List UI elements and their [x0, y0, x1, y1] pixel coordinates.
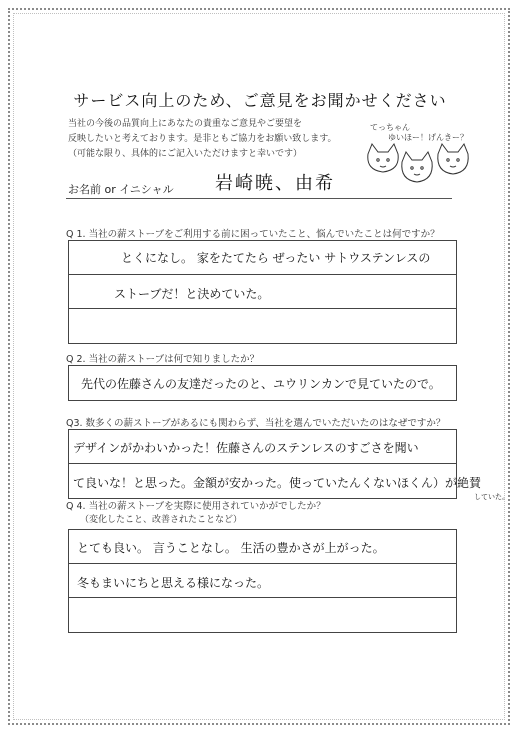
- q3-answer-1: デザインがかわいかった！佐藤さんのステンレスのすごさを聞い: [73, 441, 419, 455]
- q3-answer-box: [68, 429, 482, 499]
- q4-question-sub: （変化したこと、改善されたことなど）: [80, 515, 243, 525]
- q1-answer-box: [68, 240, 457, 344]
- answer-row: [69, 275, 456, 309]
- cat-doodle: [360, 122, 500, 192]
- answer-row: [69, 464, 482, 498]
- q4-answer-1: とても良い。 言うことなし。 生活の豊かさが上がった。: [77, 541, 385, 555]
- answer-row: [69, 366, 456, 400]
- q2-answer-1: 先代の佐藤さんの友達だったのと、ユウリンカンで見ていたので。: [81, 377, 441, 391]
- q3-answer-2: て良いな！と思った。金額が安かった。使っていたんくないほくん）が絶賛: [73, 476, 482, 490]
- answer-row: [69, 309, 456, 343]
- q4-answer-box: [68, 529, 457, 633]
- name-label: お名前 or イニシャル: [68, 183, 174, 196]
- q4-question-text: Q 4. 当社の薪ストーブを実際に使用されていかがでしたか？: [66, 501, 326, 512]
- answer-row: [69, 564, 456, 598]
- q2-question: Q 2. 当社の薪ストーブは何で知りましたか？: [66, 354, 260, 365]
- intro-text: [68, 117, 368, 162]
- name-value: 岩崎暁、由希: [215, 173, 335, 194]
- intro-line: 当社の今後の品質向上にあなたの貴重なご意見やご要望を: [68, 119, 303, 129]
- doodle-text-2: ゆいほー！げんきー？: [388, 133, 468, 142]
- q4-answer-2: 冬もまいにちと思える様になった。: [77, 576, 270, 590]
- answer-row: [69, 430, 456, 464]
- name-underline: [66, 198, 452, 199]
- answer-row: [69, 241, 456, 275]
- answer-row: [69, 530, 456, 564]
- q4-question: [66, 498, 326, 525]
- answer-row: [69, 598, 456, 632]
- doodle-text-1: てっちゃん: [370, 123, 410, 132]
- q1-answer-2: ストーブだ！と決めていた。: [114, 287, 270, 301]
- cat-faces-icon: [360, 122, 500, 192]
- intro-line: （可能な限り、具体的にご記入いただけますと幸いです）: [68, 149, 303, 159]
- page-title: サービス向上のため、ご意見をお聞かせください: [73, 91, 447, 110]
- q1-question: Q 1. 当社の薪ストーブをご利用する前に困っていたこと、悩んでいたことは何ですか？: [66, 229, 440, 240]
- q2-answer-box: [68, 365, 457, 401]
- intro-line: 反映したいと考えております。是非ともご協力をお願い致します。: [68, 134, 337, 144]
- q3-answer-overflow: していた。: [474, 493, 509, 501]
- q1-answer-1: とくになし。 家をたてたら ぜったい サトウステンレスの: [121, 251, 431, 265]
- q3-question: Q3. 数多くの薪ストーブがあるにも関わらず、当社を選んでいただいたのはなぜですか？: [66, 418, 446, 429]
